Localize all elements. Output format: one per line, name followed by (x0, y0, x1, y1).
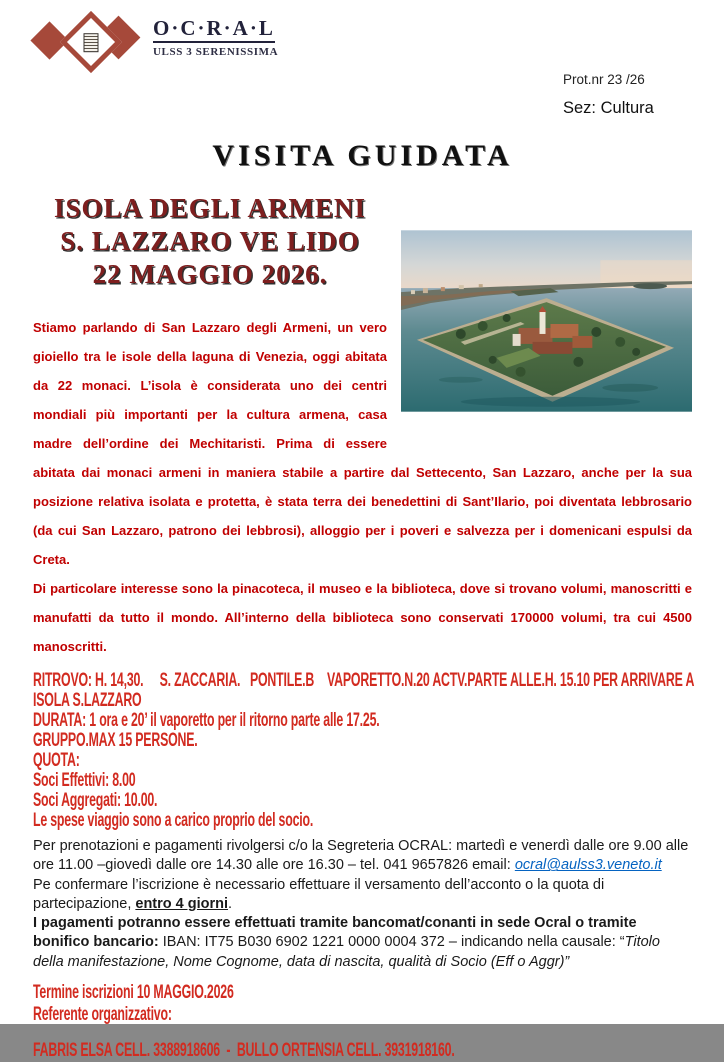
registration-deadline: Termine iscrizioni 10 MAGGIO.2026 (33, 982, 234, 1004)
ocral-logo (33, 12, 692, 68)
spacer (33, 1026, 688, 1040)
logo-acronym: O·C·R·A·L (153, 18, 275, 43)
booking-info (33, 837, 692, 972)
durata-line: DURATA: 1 ora e 20’ il vaporetto per il ritorno parte alle 17.25. (33, 710, 380, 731)
payment-bold-text: I pagamenti potranno essere effettuati tramite bancomat/conanti in sede Ocral o tramite bonifico bancario: (33, 915, 637, 951)
event-heading-line1: ISOLA DEGLI ARMENI (53, 193, 367, 223)
logo-emblem (84, 33, 99, 52)
deadline-emphasis: entro 4 giorni (135, 895, 229, 912)
page-title: VISITA GUIDATA (212, 139, 513, 172)
email-link[interactable]: ocral@aulss3.veneto.it (514, 857, 662, 874)
booking-contact-text: Per prenotazioni e pagamenti rivolgersi c/o la Segreteria OCRAL: martedì e venerdì dalle ore 9.00 alle ore 11.00 –giovedì dalle ore 14.30 alle ore 16.30 – tel. 041 9657826 email: (33, 838, 689, 874)
header-meta (563, 72, 654, 118)
spese-line: Le spese viaggio sono a carico proprio del socio. (33, 810, 314, 831)
quota-soci-effettivi: Soci Effettivi: 8.00 (33, 770, 136, 791)
organizer-contacts: FABRIS ELSA CELL. 3388918606 - BULLO ORTENSIA CELL. 3931918160. (33, 1040, 455, 1062)
event-heading-line3: 22 MAGGIO 2026. (92, 259, 328, 289)
ocral-logo-diamonds-icon (33, 12, 141, 68)
description-paragraph-2: Di particolare interesse sono la pinacoteca, il museo e la biblioteca, dove si trovano volumi, manoscritti e manufatti da tutto il mondo. All’interno della biblioteca sono conservati 170000 volumi, tra cui 4500 manoscritti. (33, 581, 692, 654)
organizer-label: Referente organizzativo: (33, 1004, 172, 1026)
payment-iban-text: IBAN: IT75 B030 6902 1221 0000 0004 372 – indicando nella causale: “ (158, 934, 625, 951)
gruppo-line: GRUPPO.MAX 15 PERSONE. (33, 730, 198, 751)
quota-soci-aggregati: Soci Aggregati: 10.00. (33, 790, 158, 811)
ritrovo-line: RITROVO: H. 14,30. S. ZACCARIA. PONTILE.B VAPORETTO.N.20 ACTV.PARTE ALLE.H. 15.10 PER ARRIVARE A (33, 670, 695, 691)
protocol-number: Prot.nr 23 /26 (563, 72, 645, 87)
ritrovo-line-2: ISOLA S.LAZZARO (33, 690, 142, 711)
booking-confirmation-line (33, 876, 692, 915)
section-label: Sez: Cultura (563, 99, 654, 117)
intro-section (33, 192, 692, 661)
period: . (228, 895, 233, 912)
event-heading-line2: S. LAZZARO VE LIDO (60, 226, 360, 256)
booking-contact-line (33, 837, 692, 876)
payment-close-quote: ” (564, 953, 570, 970)
logo-text (153, 12, 278, 58)
logo-subtitle: ULSS 3 SERENISSIMA (153, 46, 279, 58)
schedule-block (33, 670, 695, 831)
payment-causale-italic: Titolo della manifestazione, Nome Cognome, data di nascita, qualità di Socio (Eff o Aggr) (33, 934, 660, 970)
document-header (33, 12, 692, 130)
closing-block (33, 982, 688, 1062)
payment-line (33, 914, 692, 972)
description-paragraph-1: Stiamo parlando di San Lazzaro degli Armeni, un vero gioiello tra le isole della laguna di Venezia, oggi abitata da 22 monaci. L’isola è considerata uno dei centri mondiali più importanti per la cultura armena, casa madre dell’ordine dei Mechitaristi. Prima di essere abitata dai monaci armeni in maniera stabile a partire dal Settecento, San Lazzaro, anche per la sua posizione relativa isolata e protetta, è stata terra dei benedettini di Sant’Ilario, poi diventata lebbrosario (da cui San Lazzaro, patrono dei lebbrosi), alloggio per i poveri e salvezza per i domenicani espulsi da Creta. (33, 320, 692, 567)
quota-label: QUOTA: (33, 750, 80, 771)
confirmation-text: Pe confermare l’iscrizione è necessario effettuare il versamento dell’acconto o la quota di partecipazione, (33, 876, 605, 912)
san-lazzaro-island-aerial-photo (401, 230, 692, 412)
